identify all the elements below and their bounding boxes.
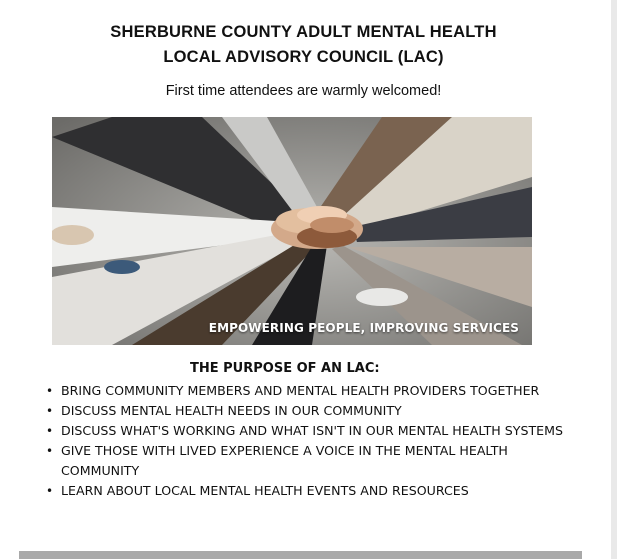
purpose-item-text: GIVE THOSE WITH LIVED EXPERIENCE A VOICE IN THE MENTAL HEALTH COMMUNITY bbox=[61, 443, 508, 478]
purpose-item-text: DISCUSS MENTAL HEALTH NEEDS IN OUR COMMUNITY bbox=[61, 403, 402, 418]
bottom-divider-bar bbox=[19, 551, 582, 559]
purpose-item-text: BRING COMMUNITY MEMBERS AND MENTAL HEALTH PROVIDERS TOGETHER bbox=[61, 383, 540, 398]
page-edge bbox=[611, 0, 617, 559]
bullet-icon: • bbox=[46, 424, 54, 438]
photo-illustration bbox=[52, 117, 532, 345]
page-title-line-1: SHERBURNE COUNTY ADULT MENTAL HEALTH bbox=[110, 23, 497, 41]
page-title-line-2: LOCAL ADVISORY COUNCIL (LAC) bbox=[163, 48, 444, 66]
hands-together-photo bbox=[52, 117, 532, 345]
bullet-icon: • bbox=[46, 444, 54, 458]
purpose-item-text: LEARN ABOUT LOCAL MENTAL HEALTH EVENTS AND RESOURCES bbox=[61, 483, 469, 498]
purpose-heading: THE PURPOSE OF AN LAC: bbox=[190, 361, 380, 376]
welcome-subtitle: First time attendees are warmly welcomed! bbox=[165, 83, 442, 99]
purpose-list-item bbox=[46, 441, 576, 481]
purpose-list bbox=[46, 381, 576, 501]
bullet-icon: • bbox=[46, 404, 54, 418]
purpose-list-item bbox=[46, 421, 576, 441]
bullet-icon: • bbox=[46, 484, 54, 498]
purpose-list-item bbox=[46, 381, 576, 401]
purpose-list-item bbox=[46, 481, 576, 501]
photo-caption: EMPOWERING PEOPLE, IMPROVING SERVICES bbox=[208, 321, 519, 335]
purpose-item-text: DISCUSS WHAT'S WORKING AND WHAT ISN'T IN OUR MENTAL HEALTH SYSTEMS bbox=[61, 423, 563, 438]
bullet-icon: • bbox=[46, 384, 54, 398]
purpose-list-item bbox=[46, 401, 576, 421]
